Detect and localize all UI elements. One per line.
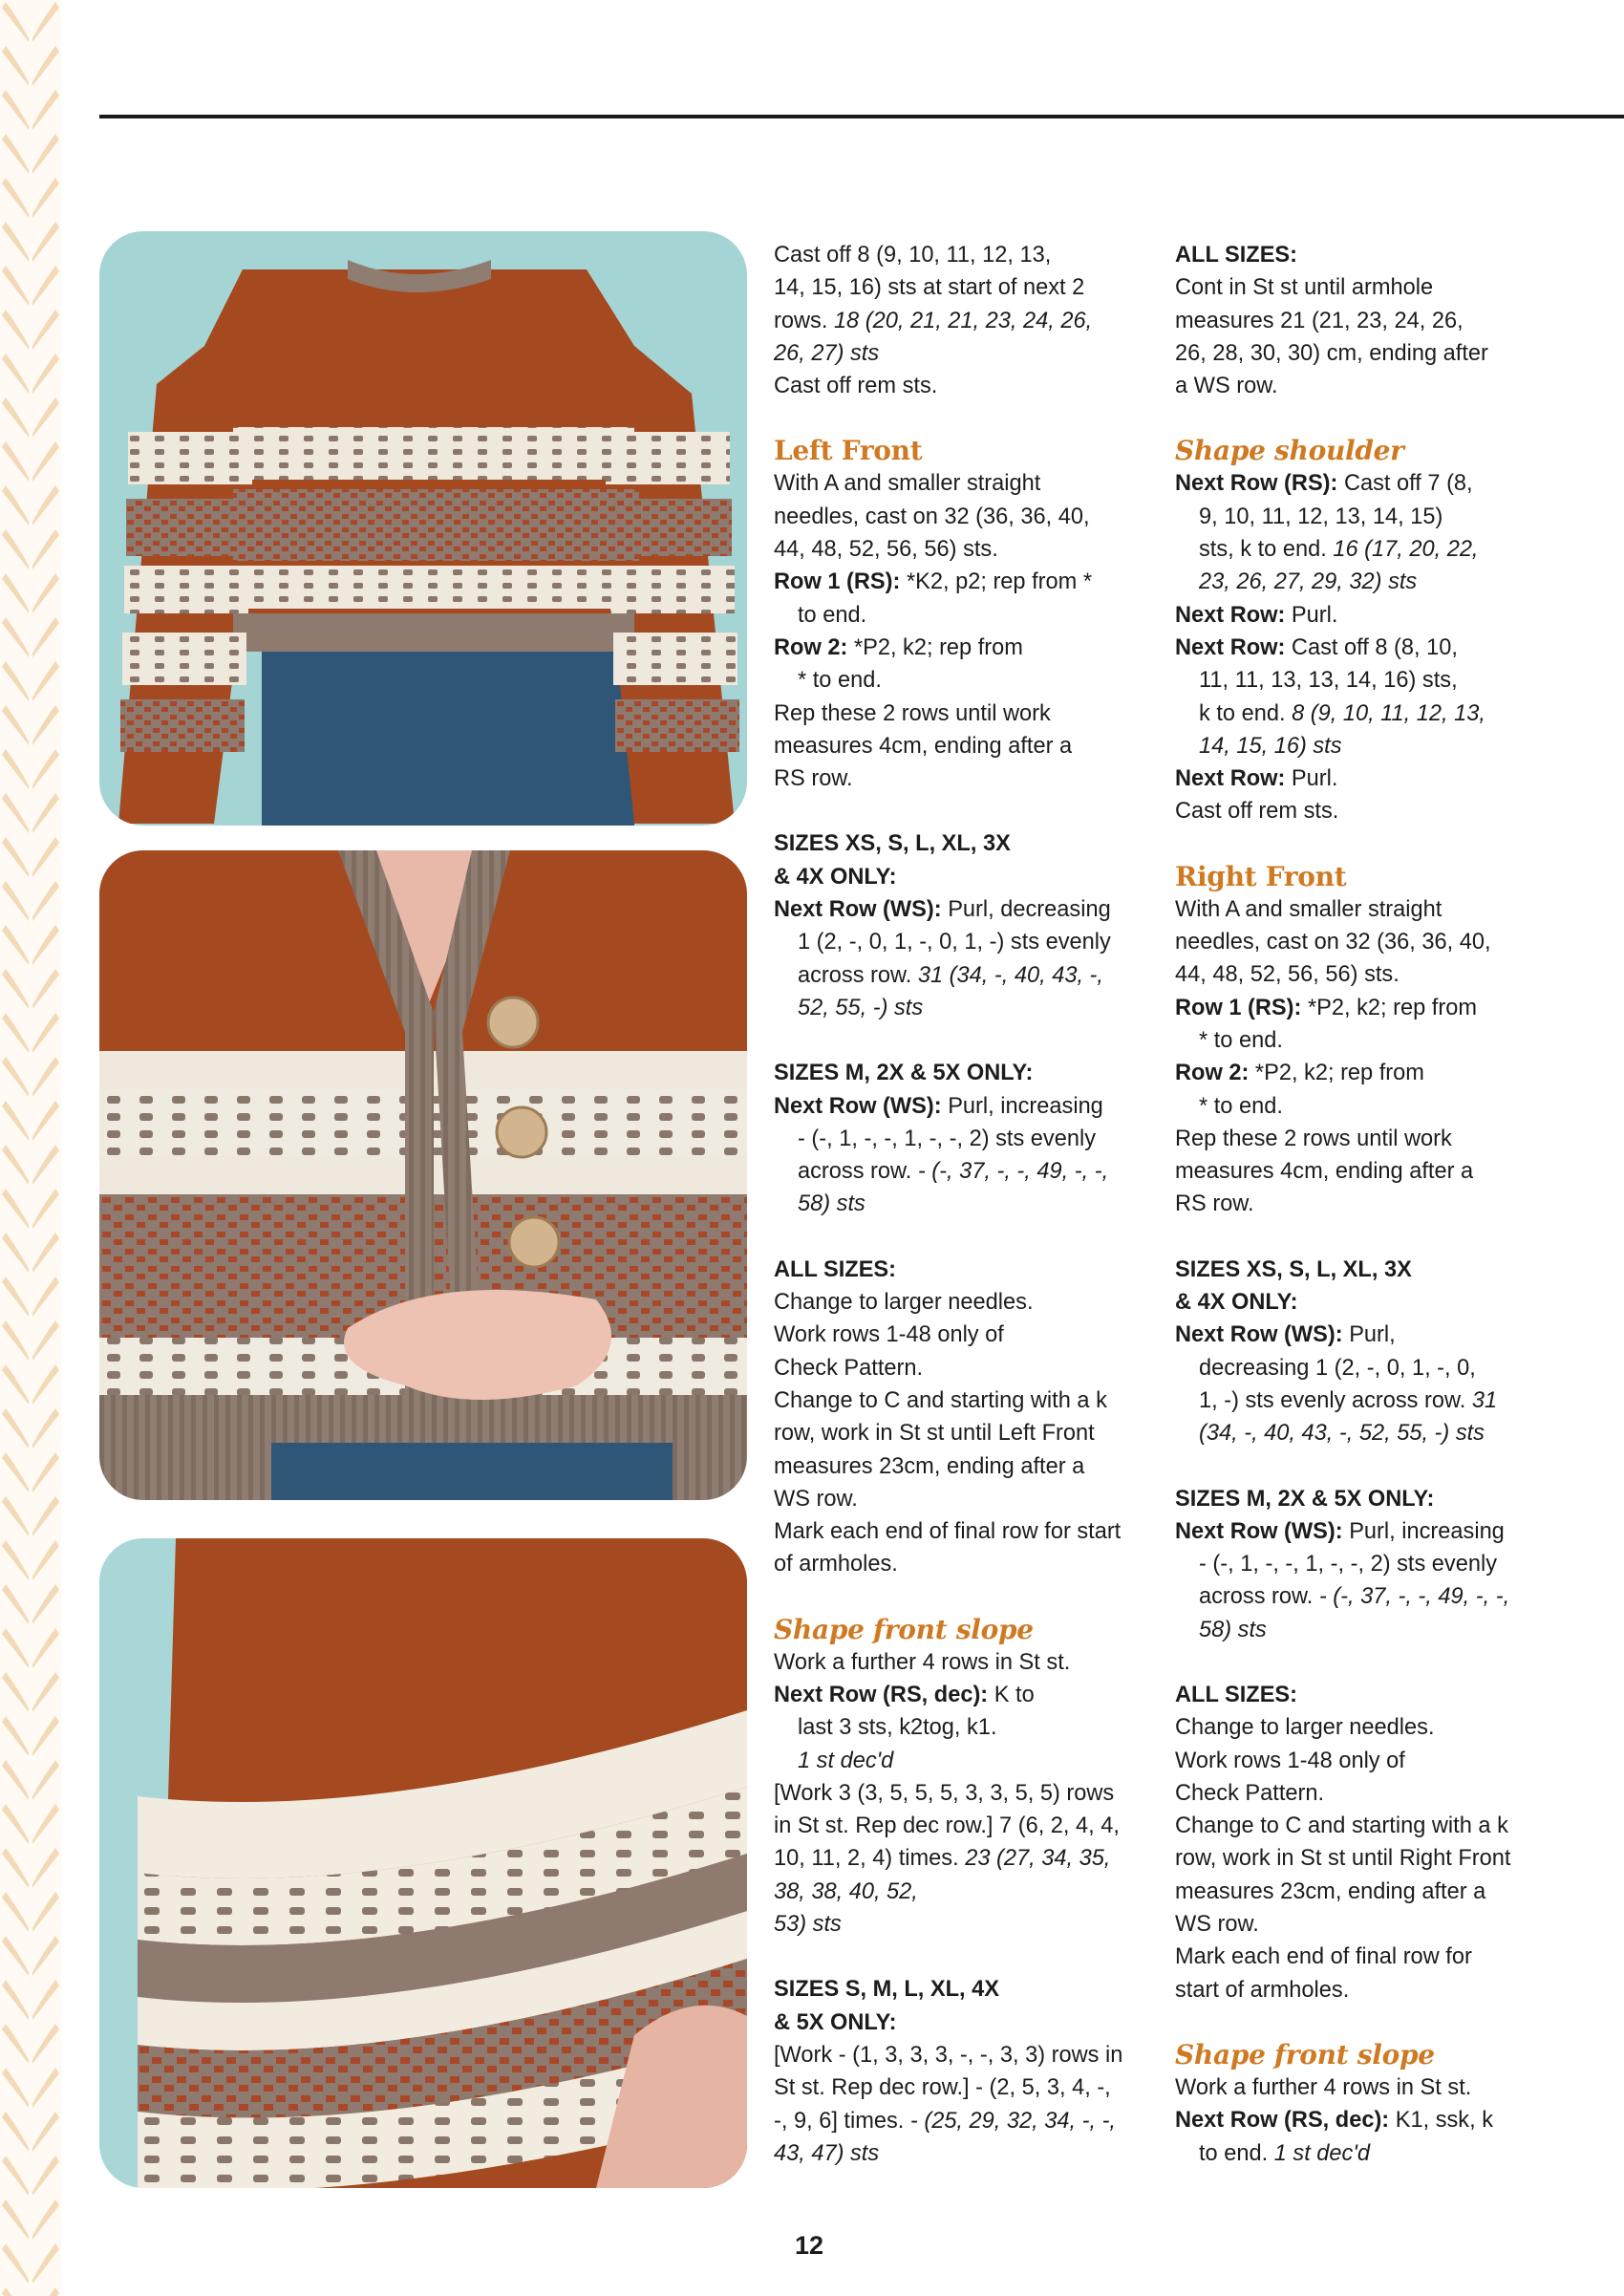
text-line: 26, 28, 30, 30) cm, ending after xyxy=(1175,340,1488,366)
text: *P2, k2; rep from xyxy=(847,634,1023,660)
text: Purl. xyxy=(1285,766,1338,792)
text-line: Rep these 2 rows until work xyxy=(1175,1126,1452,1151)
stitch-count: 53) sts xyxy=(774,1912,842,1938)
text: Purl. xyxy=(1285,602,1338,628)
header-rule xyxy=(99,115,1624,118)
text-line: - (-, 1, -, -, 1, -, -, 2) sts evenly xyxy=(798,1126,1097,1151)
text-line xyxy=(1175,2137,1557,2170)
sizes-heading: SIZES M, 2X & 5X ONLY: xyxy=(1175,1486,1435,1512)
stitch-count: 31 xyxy=(1471,1387,1498,1413)
sizes-heading: & 5X ONLY: xyxy=(774,2009,897,2035)
text: Purl, decreasing xyxy=(941,897,1111,923)
text-line: Change to larger needles. xyxy=(1175,1715,1435,1741)
stitch-count: 43, 47) sts xyxy=(774,2140,880,2166)
text-line: to end. xyxy=(798,602,867,628)
stitch-count: 52, 55, -) sts xyxy=(798,995,924,1020)
text-line: 11, 11, 13, 13, 14, 16) sts, xyxy=(1199,668,1458,694)
text-line: 1 (2, -, 0, 1, -, 0, 1, -) sts evenly xyxy=(798,930,1111,955)
text-line: RS row. xyxy=(1175,1191,1254,1217)
section-heading-shape-front-slope: Shape front slope xyxy=(1175,2038,1435,2071)
stitch-count: 16 (17, 20, 22, xyxy=(1333,537,1479,563)
text-line xyxy=(774,1679,1156,1711)
text-line xyxy=(774,305,1156,337)
text-line xyxy=(774,959,1156,992)
pattern-column-2 xyxy=(1175,239,1557,2170)
text-line xyxy=(1175,2104,1557,2136)
text-line: decreasing 1 (2, -, 0, 1, -, 0, xyxy=(1199,1355,1476,1381)
text-line: Work a further 4 rows in St st. xyxy=(774,1649,1071,1675)
stitch-count: 18 (20, 21, 21, 23, 24, 26, xyxy=(833,308,1093,333)
row-label: Next Row (WS): xyxy=(774,897,942,923)
text-line: [Work - (1, 3, 3, 3, -, -, 3, 3) rows in xyxy=(774,2042,1123,2068)
text-line: Cont in St st until armhole xyxy=(1175,275,1434,301)
text-line xyxy=(1175,762,1557,795)
text: across row. xyxy=(798,1159,918,1185)
sizes-heading: SIZES M, 2X & 5X ONLY: xyxy=(774,1061,1034,1086)
row-label: Row 1 (RS): xyxy=(1175,995,1302,1020)
text-line: Work rows 1-48 only of xyxy=(1175,1748,1405,1773)
row-label: Next Row (RS, dec): xyxy=(1175,2108,1390,2134)
text: *K2, p2; rep from * xyxy=(900,569,1093,595)
row-label: Next Row (WS): xyxy=(1175,1518,1343,1544)
section-heading-left-front: Left Front xyxy=(774,435,923,467)
text-line: WS row. xyxy=(1175,1912,1259,1938)
text-line: measures 23cm, ending after a xyxy=(774,1453,1085,1479)
text-line: * to end. xyxy=(798,668,882,694)
section-heading-shape-shoulder: Shape shoulder xyxy=(1175,435,1404,467)
text-line: Mark each end of final row for start xyxy=(774,1519,1122,1545)
text: sts, k to end. xyxy=(1199,537,1334,563)
stitch-count: 23 (27, 34, 35, xyxy=(965,1846,1111,1872)
text: Purl, xyxy=(1342,1322,1396,1348)
sleeve-photo xyxy=(99,1538,747,2188)
row-label: Row 2: xyxy=(1175,1061,1250,1086)
text-line xyxy=(774,566,1156,598)
sizes-heading: & 4X ONLY: xyxy=(1175,1290,1298,1316)
stitch-count: 14, 15, 16) sts xyxy=(1199,733,1342,759)
text-line: measures 21 (21, 23, 24, 26, xyxy=(1175,308,1464,333)
text: rows. xyxy=(774,308,834,333)
text: -, 9, 6] times. xyxy=(774,2108,910,2134)
row-label: Row 1 (RS): xyxy=(774,569,901,595)
text-line: Check Pattern. xyxy=(1175,1780,1325,1806)
sweater-back-photo xyxy=(99,231,747,826)
section-heading-shape-front-slope: Shape front slope xyxy=(774,1613,1034,1645)
text-line: needles, cast on 32 (36, 36, 40, xyxy=(1175,930,1491,955)
pattern-column-1 xyxy=(774,239,1156,2170)
text: Purl, increasing xyxy=(1342,1518,1505,1544)
text-line xyxy=(1175,533,1557,566)
text-line: needles, cast on 32 (36, 36, 40, xyxy=(774,504,1090,529)
text: Cast off 8 (8, 10, xyxy=(1285,634,1458,660)
text-line: 14, 15, 16) sts at start of next 2 xyxy=(774,275,1085,301)
sizes-heading: & 4X ONLY: xyxy=(774,864,897,890)
stitch-count: 8 (9, 10, 11, 12, 13, xyxy=(1292,700,1485,726)
text-line xyxy=(1175,992,1557,1024)
text-line xyxy=(774,632,1156,664)
text-line: start of armholes. xyxy=(1175,1977,1350,2003)
text-line: row, work in St st until Right Front xyxy=(1175,1846,1511,1872)
sizes-heading: SIZES XS, S, L, XL, 3X xyxy=(774,831,1011,857)
text-line: [Work 3 (3, 5, 5, 5, 3, 3, 5, 5) rows xyxy=(774,1780,1115,1806)
stitch-count: - (-, 37, -, -, 49, -, -, xyxy=(1318,1584,1510,1610)
text: K to xyxy=(988,1682,1035,1707)
text-line xyxy=(1175,1057,1557,1089)
text-line xyxy=(1175,1580,1557,1613)
text: 1, -) sts evenly across row. xyxy=(1199,1387,1472,1413)
text-line: - (-, 1, -, -, 1, -, -, 2) sts evenly xyxy=(1199,1552,1498,1577)
stitch-count: 38, 38, 40, 52, xyxy=(774,1878,918,1904)
text-line: 9, 10, 11, 12, 13, 14, 15) xyxy=(1199,504,1443,529)
stitch-count: 1 st dec'd xyxy=(798,1748,894,1773)
text: *P2, k2; rep from xyxy=(1249,1061,1424,1086)
text-line: With A and smaller straight xyxy=(1175,896,1442,922)
text-line xyxy=(774,1842,1156,1875)
knit-stitch-border xyxy=(0,0,61,2296)
section-heading-right-front: Right Front xyxy=(1175,860,1347,892)
row-label: Next Row: xyxy=(1175,766,1286,792)
stitch-count: (34, -, 40, 43, -, 52, 55, -) sts xyxy=(1199,1421,1485,1447)
text-line: a WS row. xyxy=(1175,374,1278,399)
row-label: Row 2: xyxy=(774,634,848,660)
text-line: With A and smaller straight xyxy=(774,471,1041,497)
row-label: Next Row: xyxy=(1175,602,1286,628)
text: *P2, k2; rep from xyxy=(1301,995,1477,1020)
text-line: Mark each end of final row for xyxy=(1175,1944,1472,1970)
text-line: Cast off rem sts. xyxy=(1175,799,1339,825)
stitch-count: 23, 26, 27, 29, 32) sts xyxy=(1199,569,1418,595)
text-line xyxy=(1175,467,1557,500)
text-line xyxy=(1175,1319,1557,1351)
stitch-count: 26, 27) sts xyxy=(774,340,880,366)
text-line xyxy=(1175,632,1557,664)
stitch-count: 1 st dec'd xyxy=(1273,2140,1370,2166)
text-line: measures 23cm, ending after a xyxy=(1175,1878,1486,1904)
text: Cast off 7 (8, xyxy=(1337,471,1473,497)
text-line: Rep these 2 rows until work xyxy=(774,700,1051,726)
row-label: Next Row (WS): xyxy=(1175,1322,1343,1348)
sizes-heading: SIZES S, M, L, XL, 4X xyxy=(774,1977,999,2003)
text-line: Cast off rem sts. xyxy=(774,374,938,399)
row-label: Next Row (RS): xyxy=(1175,471,1338,497)
sizes-heading: ALL SIZES: xyxy=(774,1256,897,1282)
text-line: St st. Rep dec row.] - (2, 5, 3, 4, -, xyxy=(774,2075,1111,2101)
text-line: RS row. xyxy=(774,766,853,792)
text-line: of armholes. xyxy=(774,1552,898,1577)
text: 10, 11, 2, 4) times. xyxy=(774,1846,966,1872)
text-line: Check Pattern. xyxy=(774,1355,924,1381)
row-label: Next Row (WS): xyxy=(774,1093,942,1119)
text-line: measures 4cm, ending after a xyxy=(1175,1159,1474,1185)
text-line xyxy=(774,1090,1156,1123)
stitch-count: 58) sts xyxy=(798,1191,865,1217)
text: across row. xyxy=(798,962,918,988)
text-line: WS row. xyxy=(774,1486,858,1512)
text-line: Cast off 8 (9, 10, 11, 12, 13, xyxy=(774,243,1052,268)
text-line: measures 4cm, ending after a xyxy=(774,733,1073,759)
text-line: Change to C and starting with a k xyxy=(1175,1813,1508,1839)
text-line xyxy=(1175,1384,1557,1417)
text-line xyxy=(774,2105,1156,2137)
sizes-heading: ALL SIZES: xyxy=(1175,243,1298,268)
text-line: Change to C and starting with a k xyxy=(774,1387,1107,1413)
text-line: * to end. xyxy=(1199,1027,1283,1053)
stitch-count: 31 (34, -, 40, 43, -, xyxy=(917,962,1103,988)
text: k to end. xyxy=(1199,700,1293,726)
text-line: 44, 48, 52, 56, 56) sts. xyxy=(774,537,998,563)
text-line: in St st. Rep dec row.] 7 (6, 2, 4, 4, xyxy=(774,1813,1120,1839)
text-line: 44, 48, 52, 56, 56) sts. xyxy=(1175,962,1400,988)
text: K1, ssk, k xyxy=(1389,2108,1493,2134)
text-line: Work rows 1-48 only of xyxy=(774,1322,1004,1348)
stitch-count: 58) sts xyxy=(1199,1617,1267,1642)
text-line: last 3 sts, k2tog, k1. xyxy=(798,1715,997,1741)
stitch-count: - (-, 37, -, -, 49, -, -, xyxy=(917,1159,1109,1185)
text: to end. xyxy=(1199,2140,1274,2166)
text: across row. xyxy=(1199,1584,1319,1610)
cardigan-front-photo xyxy=(99,850,747,1500)
row-label: Next Row (RS, dec): xyxy=(774,1682,989,1707)
text-line: Work a further 4 rows in St st. xyxy=(1175,2074,1472,2100)
text-line xyxy=(1175,599,1557,632)
text-line: row, work in St st until Left Front xyxy=(774,1421,1095,1447)
stitch-count: - (25, 29, 32, 34, -, -, xyxy=(909,2108,1116,2134)
text-line xyxy=(1175,697,1557,730)
sizes-heading: ALL SIZES: xyxy=(1175,1682,1298,1707)
sizes-heading: SIZES XS, S, L, XL, 3X xyxy=(1175,1256,1412,1282)
text-line: Change to larger needles. xyxy=(774,1290,1034,1316)
text-line xyxy=(774,893,1156,926)
text-line xyxy=(1175,1515,1557,1548)
text: Purl, increasing xyxy=(941,1093,1103,1119)
text-line: * to end. xyxy=(1199,1093,1283,1119)
text-line xyxy=(774,1155,1156,1188)
page-number: 12 xyxy=(795,2231,824,2260)
row-label: Next Row: xyxy=(1175,634,1286,660)
